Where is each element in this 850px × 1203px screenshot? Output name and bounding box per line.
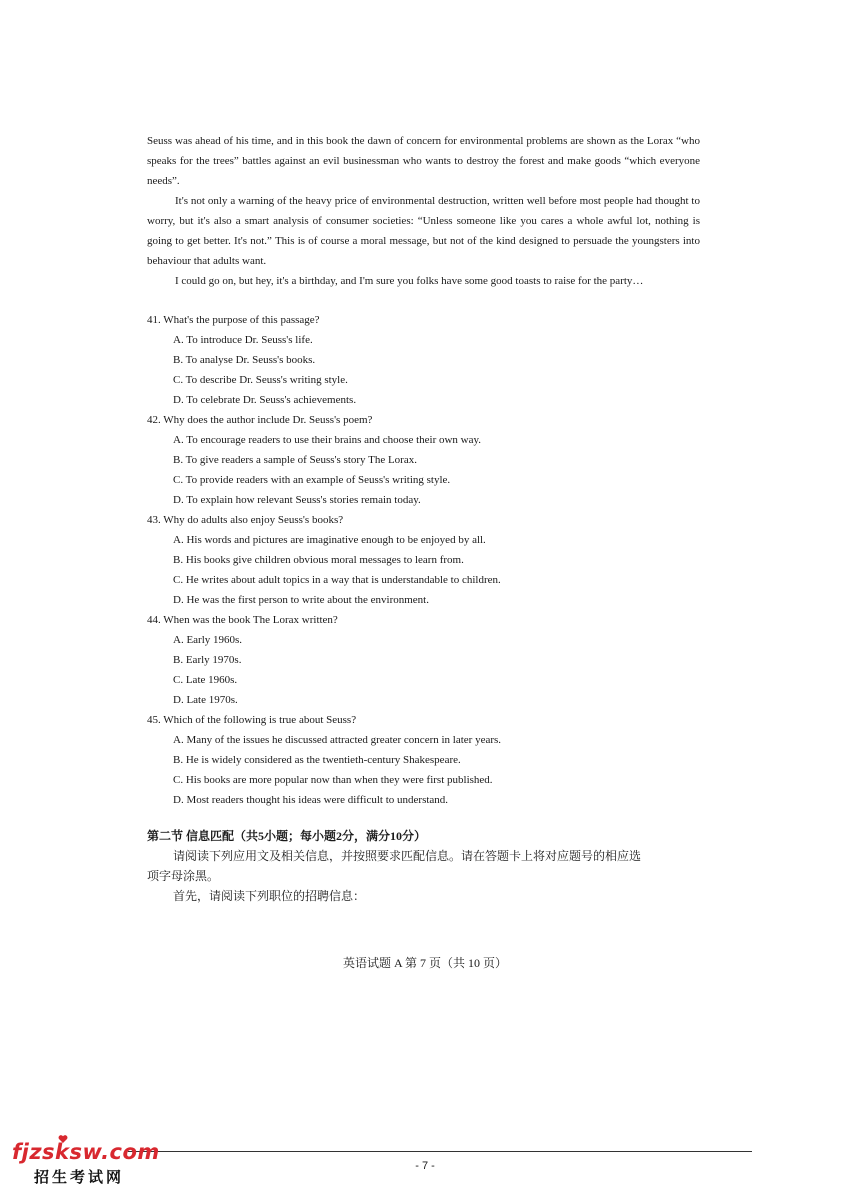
answer-option: C. Late 1960s. <box>173 674 238 686</box>
answer-option: B. He is widely considered as the twentieth-century Shakespeare. <box>173 754 461 766</box>
question-stem: 45. Which of the following is true about Seuss? <box>147 714 357 726</box>
page-footer-title: 英语试题 A 第 7 页（共 10 页） <box>342 956 507 970</box>
answer-option: C. He writes about adult topics in a way that is understandable to children. <box>173 574 501 586</box>
question-stem: 41. What's the purpose of this passage? <box>147 314 320 326</box>
section-title: 第二节 信息匹配（共5小题；每小题2分，满分10分） <box>147 829 427 843</box>
question-42 <box>147 410 707 510</box>
answer-option: C. To describe Dr. Seuss's writing style. <box>173 374 348 386</box>
question-list <box>147 310 707 810</box>
answer-option: D. Most readers thought his ideas were difficult to understand. <box>173 794 449 806</box>
footer-divider <box>128 1151 752 1152</box>
answer-option: C. His books are more popular now than when they were first published. <box>173 774 493 786</box>
question-stem: 44. When was the book The Lorax written? <box>147 614 338 626</box>
answer-option: D. He was the first person to write about the environment. <box>173 594 429 606</box>
answer-option: C. To provide readers with an example of Seuss's writing style. <box>173 474 451 486</box>
answer-option: B. To give readers a sample of Seuss's story The Lorax. <box>173 454 417 466</box>
answer-option: A. To encourage readers to use their brains and choose their own way. <box>173 434 482 446</box>
passage-paragraph: Seuss was ahead of his time, and in this book the dawn of concern for environmental problems are shown as the Lorax “who speaks for the trees” battles against an evil businessman who wants to destroy the forest and make goods “which everyone needs”. <box>147 135 700 187</box>
answer-option: B. His books give children obvious moral messages to learn from. <box>173 554 464 566</box>
section-instruction: 首先，请阅读下列职位的招聘信息： <box>173 889 366 903</box>
answer-option: D. Late 1970s. <box>173 694 238 706</box>
answer-option: A. Many of the issues he discussed attracted greater concern in later years. <box>173 734 502 746</box>
answer-option: A. To introduce Dr. Seuss's life. <box>173 334 313 346</box>
logo-wordmark: fjzsksw.com <box>12 1140 160 1164</box>
question-41 <box>147 310 707 410</box>
passage-paragraph: I could go on, but hey, it's a birthday, and I'm sure you folks have some good toasts to raise for the party… <box>175 275 644 287</box>
answer-option: A. Early 1960s. <box>173 634 243 646</box>
answer-option: B. To analyse Dr. Seuss's books. <box>173 354 316 366</box>
section-info-matching <box>147 826 707 906</box>
question-44 <box>147 610 707 710</box>
question-stem: 42. Why does the author include Dr. Seuss's poem? <box>147 414 373 426</box>
section-instruction: 请阅读下列应用文及相关信息，并按照要求匹配信息。请在答题卡上将对应题号的相应选 <box>173 849 642 863</box>
question-stem: 43. Why do adults also enjoy Seuss's books? <box>147 514 344 526</box>
reading-passage <box>147 131 700 291</box>
answer-option: D. To explain how relevant Seuss's stories remain today. <box>173 494 421 506</box>
question-45 <box>147 710 707 810</box>
site-logo <box>12 1140 182 1190</box>
answer-option: B. Early 1970s. <box>173 654 242 666</box>
passage-paragraph: It's not only a warning of the heavy price of environmental destruction, written well before most people had thought to worry, but it's also a smart analysis of consumer societies: “Unless someone like you cares a whole awful lot, nothing is going to get better. It's not.” This is of course a moral message, but not of the kind designed to persuade the youngsters into behaviour that adults want. <box>147 195 700 267</box>
page-number: - 7 - <box>415 1160 435 1172</box>
question-43 <box>147 510 707 610</box>
section-instruction: 项字母涂黑。 <box>147 869 220 883</box>
answer-option: D. To celebrate Dr. Seuss's achievements. <box>173 394 357 406</box>
logo-subtitle: 招生考试网 <box>34 1168 125 1186</box>
answer-option: A. His words and pictures are imaginative enough to be enjoyed by all. <box>173 534 486 546</box>
